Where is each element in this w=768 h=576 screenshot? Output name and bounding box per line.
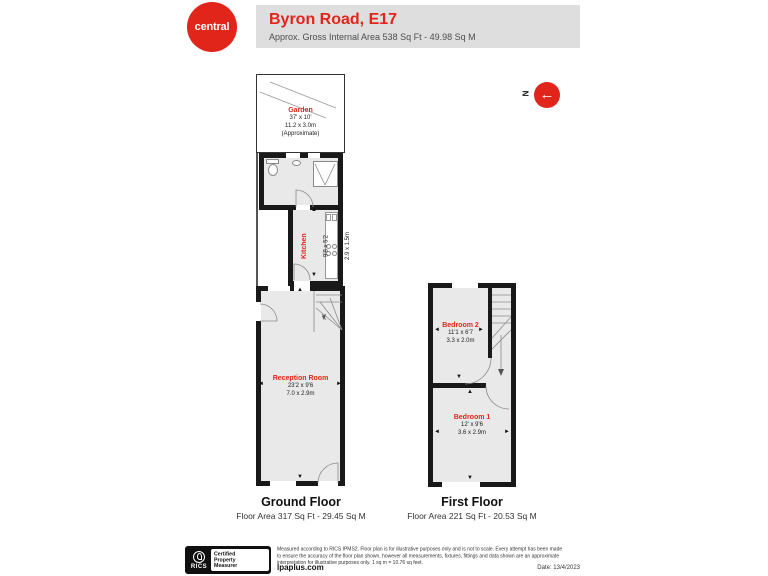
bathroom-window bbox=[286, 153, 300, 158]
measure-arrow-icon: ◄ bbox=[434, 429, 440, 435]
reception-room-label bbox=[256, 374, 345, 399]
room-dims-m: 2.9 x 1.5m bbox=[345, 232, 352, 261]
floor-area: Floor Area 221 Sq Ft - 20.53 Sq M bbox=[407, 511, 537, 521]
front-door-opening bbox=[318, 481, 338, 486]
stair-shaft-wall bbox=[488, 288, 492, 358]
central-logo-text: central bbox=[194, 21, 230, 33]
bedroom-divider-wall bbox=[433, 383, 486, 388]
first-floor-title bbox=[367, 495, 577, 521]
room-dims-ft: 12' x 9'6 bbox=[461, 422, 483, 429]
date-label: Date: 13/4/2023 bbox=[537, 565, 580, 571]
certification-box bbox=[211, 549, 269, 571]
reception-side-opening bbox=[256, 302, 261, 321]
measure-arrow-icon: ► bbox=[336, 381, 342, 387]
compass-icon bbox=[534, 82, 560, 108]
measure-arrow-icon: ▼ bbox=[467, 475, 473, 481]
website-link[interactable]: lpaplus.com bbox=[277, 563, 324, 572]
room-dims-m: 11.2 x 3.0m bbox=[285, 122, 316, 129]
sink-icon bbox=[292, 160, 301, 166]
room-dims-ft: 11'1 x 6'7 bbox=[448, 330, 473, 337]
room-dims-m: 3.6 x 2.9m bbox=[457, 429, 486, 436]
rics-word: RICS bbox=[190, 563, 208, 570]
ground-floor-plan bbox=[256, 74, 352, 486]
floor-area: Floor Area 317 Sq Ft - 29.45 Sq M bbox=[236, 511, 366, 521]
measure-arrow-icon: ▲ bbox=[297, 287, 303, 293]
disclaimer-text: Measured according to RICS IPMS2. Floor plan is for illustrative purposes only and is not to scale. Every attempt has been made to ensure the accuracy of the floor plan shown, however all measurements, fixtures, fittings and data shown are an approximate interpretation for illustrative purposes only. 1 sq m = 10.76 sq feet. bbox=[277, 546, 563, 566]
page-subtitle: Approx. Gross Internal Area 538 Sq Ft - 49.98 Sq M bbox=[269, 31, 476, 42]
rics-certification-badge bbox=[185, 546, 271, 574]
room-dims-m: 3.3 x 2.0m bbox=[446, 337, 475, 344]
shower-icon bbox=[313, 161, 338, 187]
garden-label bbox=[256, 106, 345, 138]
compass-north-label: N bbox=[520, 90, 530, 97]
measure-arrow-icon: ▼ bbox=[311, 272, 317, 278]
bedroom-2-window bbox=[452, 283, 478, 288]
measure-arrow-icon: ▲ bbox=[311, 207, 317, 213]
rics-logo-icon bbox=[187, 551, 211, 570]
bedroom-1-label bbox=[433, 413, 511, 438]
room-dims-ft: 37' x 10' bbox=[289, 115, 312, 122]
measure-arrow-icon: ◄ bbox=[258, 381, 264, 387]
measure-arrow-icon: ► bbox=[478, 327, 484, 333]
room-name: Kitchen bbox=[301, 233, 308, 259]
room-name: Garden bbox=[288, 107, 313, 114]
room-name: Bedroom 2 bbox=[442, 322, 479, 329]
page-title: Byron Road, E17 bbox=[269, 11, 398, 28]
bathroom-door-opening bbox=[296, 205, 310, 210]
room-name: Bedroom 1 bbox=[453, 414, 491, 421]
measure-arrow-icon: ▼ bbox=[456, 374, 462, 380]
certification-text: Certified Property Measurer bbox=[214, 550, 238, 569]
bedroom-1-window bbox=[442, 482, 480, 487]
floor-name: Ground Floor bbox=[261, 495, 341, 509]
header-bar bbox=[256, 5, 580, 48]
boundary-line bbox=[256, 153, 258, 286]
floor-name: First Floor bbox=[441, 495, 503, 509]
measure-arrow-icon: ► bbox=[504, 429, 510, 435]
measure-arrow-icon: ▼ bbox=[297, 474, 303, 480]
kitchen-label bbox=[294, 214, 352, 278]
toilet-icon bbox=[268, 164, 278, 176]
kitchen-sink-icon bbox=[332, 214, 337, 221]
first-floor-plan bbox=[428, 283, 516, 487]
north-arrow-icon: ← bbox=[539, 86, 555, 103]
bedroom-2-label bbox=[433, 321, 488, 346]
room-dims-ft: 23'2 x 9'6 bbox=[287, 383, 314, 390]
rics-circle-icon bbox=[193, 551, 205, 563]
room-name: Reception Room bbox=[272, 375, 329, 382]
measure-arrow-icon: ▲ bbox=[467, 389, 473, 395]
reception-window-top bbox=[268, 286, 290, 291]
reception-window-bottom bbox=[270, 481, 296, 486]
room-dims-m: 7.0 x 2.9m bbox=[286, 390, 315, 397]
central-logo-icon bbox=[187, 2, 237, 52]
measure-arrow-icon: ◄ bbox=[434, 327, 440, 333]
room-dims-ft: 9'8 x 5'2 bbox=[323, 235, 330, 257]
room-note: (Approximate) bbox=[281, 130, 320, 137]
garden-door-opening bbox=[308, 153, 320, 158]
kitchen-sink-icon bbox=[326, 214, 331, 221]
